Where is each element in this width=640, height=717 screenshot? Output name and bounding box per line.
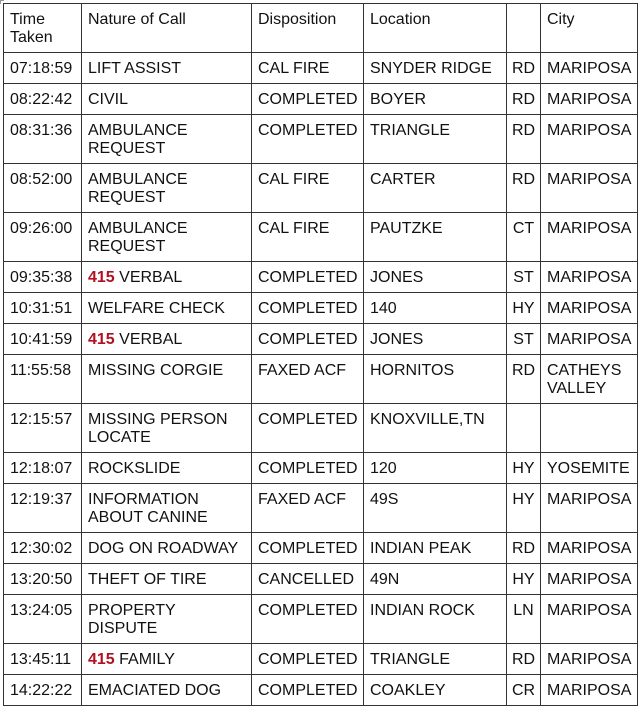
- header-location: Location: [364, 4, 507, 53]
- cell-disposition: COMPLETED: [252, 675, 364, 706]
- table-row: [4, 533, 638, 564]
- cell-nature-of-call: [82, 324, 252, 355]
- cell-city: CATHEYS VALLEY: [541, 355, 638, 404]
- table-row: [4, 324, 638, 355]
- header-location-suffix: [507, 4, 541, 53]
- cell-nature-of-call: [82, 355, 252, 404]
- cell-location-suffix: CR: [507, 675, 541, 706]
- cell-location-suffix: RD: [507, 115, 541, 164]
- cell-location-suffix: RD: [507, 533, 541, 564]
- cell-disposition: COMPLETED: [252, 84, 364, 115]
- nature-text: EMACIATED DOG: [88, 682, 222, 699]
- table-row: [4, 675, 638, 706]
- cell-time-taken: 07:18:59: [4, 53, 82, 84]
- cell-location: CARTER: [364, 164, 507, 213]
- cell-disposition: CAL FIRE: [252, 164, 364, 213]
- cell-city: MARIPOSA: [541, 293, 638, 324]
- nature-text: FAMILY: [114, 651, 175, 668]
- nature-text: THEFT OF TIRE: [88, 571, 207, 588]
- cell-location: 140: [364, 293, 507, 324]
- cell-city: MARIPOSA: [541, 595, 638, 644]
- cell-location-suffix: RD: [507, 355, 541, 404]
- cell-city: MARIPOSA: [541, 213, 638, 262]
- cell-disposition: COMPLETED: [252, 262, 364, 293]
- cell-location: 49S: [364, 484, 507, 533]
- cell-city: [541, 404, 638, 453]
- table-body: [4, 53, 638, 706]
- cell-city: MARIPOSA: [541, 164, 638, 213]
- cell-location: 49N: [364, 564, 507, 595]
- table-row: [4, 595, 638, 644]
- cell-time-taken: 13:45:11: [4, 644, 82, 675]
- cell-disposition: COMPLETED: [252, 533, 364, 564]
- cell-location: JONES: [364, 262, 507, 293]
- cell-location-suffix: RD: [507, 644, 541, 675]
- cell-location-suffix: [507, 404, 541, 453]
- cell-time-taken: 10:31:51: [4, 293, 82, 324]
- table-row: [4, 564, 638, 595]
- nature-text: INFORMATION ABOUT CANINE: [88, 491, 208, 526]
- cell-city: MARIPOSA: [541, 564, 638, 595]
- table-row: [4, 262, 638, 293]
- cell-time-taken: 09:35:38: [4, 262, 82, 293]
- call-code: 415: [88, 269, 115, 286]
- cell-disposition: FAXED ACF: [252, 355, 364, 404]
- cell-city: MARIPOSA: [541, 533, 638, 564]
- nature-text: AMBULANCE REQUEST: [88, 122, 193, 157]
- header-row: [4, 4, 638, 53]
- table-row: [4, 115, 638, 164]
- cell-location-suffix: ST: [507, 262, 541, 293]
- cell-time-taken: 13:24:05: [4, 595, 82, 644]
- cell-time-taken: 14:22:22: [4, 675, 82, 706]
- cell-time-taken: 12:18:07: [4, 453, 82, 484]
- nature-text: AMBULANCE REQUEST: [88, 220, 193, 255]
- cell-location: KNOXVILLE,TN: [364, 404, 507, 453]
- cell-disposition: COMPLETED: [252, 115, 364, 164]
- table-row: [4, 53, 638, 84]
- table-row: [4, 404, 638, 453]
- cell-location: 120: [364, 453, 507, 484]
- nature-text: PROPERTY DISPUTE: [88, 602, 180, 637]
- nature-text: CIVIL: [88, 91, 129, 108]
- cell-nature-of-call: [82, 262, 252, 293]
- cell-time-taken: 08:31:36: [4, 115, 82, 164]
- cell-location: INDIAN PEAK: [364, 533, 507, 564]
- cell-disposition: COMPLETED: [252, 324, 364, 355]
- nature-text: MISSING CORGIE: [88, 362, 224, 379]
- cell-disposition: CANCELLED: [252, 564, 364, 595]
- table-row: [4, 84, 638, 115]
- table-row: [4, 293, 638, 324]
- cell-city: YOSEMITE: [541, 453, 638, 484]
- nature-text: WELFARE CHECK: [88, 300, 225, 317]
- cell-location-suffix: RD: [507, 84, 541, 115]
- call-log-table: [3, 3, 638, 706]
- cell-location: COAKLEY: [364, 675, 507, 706]
- cell-city: MARIPOSA: [541, 644, 638, 675]
- cell-nature-of-call: [82, 453, 252, 484]
- nature-text: ROCKSLIDE: [88, 460, 181, 477]
- cell-disposition: COMPLETED: [252, 453, 364, 484]
- cell-nature-of-call: [82, 533, 252, 564]
- cell-disposition: COMPLETED: [252, 293, 364, 324]
- cell-location-suffix: RD: [507, 164, 541, 213]
- nature-text: DOG ON ROADWAY: [88, 540, 239, 557]
- cell-disposition: CAL FIRE: [252, 213, 364, 262]
- nature-text: VERBAL: [114, 331, 183, 348]
- header-city: City: [541, 4, 638, 53]
- cell-time-taken: 12:30:02: [4, 533, 82, 564]
- cell-nature-of-call: [82, 293, 252, 324]
- cell-location: TRIANGLE: [364, 644, 507, 675]
- cell-city: MARIPOSA: [541, 84, 638, 115]
- cell-location: HORNITOS: [364, 355, 507, 404]
- cell-location: TRIANGLE: [364, 115, 507, 164]
- cell-time-taken: 10:41:59: [4, 324, 82, 355]
- table-row: [4, 164, 638, 213]
- cell-nature-of-call: [82, 564, 252, 595]
- cell-nature-of-call: [82, 484, 252, 533]
- table-row: [4, 355, 638, 404]
- cell-nature-of-call: [82, 164, 252, 213]
- nature-text: MISSING PERSON LOCATE: [88, 411, 233, 446]
- cell-time-taken: 08:22:42: [4, 84, 82, 115]
- cell-time-taken: 12:15:57: [4, 404, 82, 453]
- cell-city: MARIPOSA: [541, 324, 638, 355]
- call-code: 415: [88, 331, 115, 348]
- nature-text: AMBULANCE REQUEST: [88, 171, 193, 206]
- cell-location: INDIAN ROCK: [364, 595, 507, 644]
- table-row: [4, 644, 638, 675]
- cell-location-suffix: HY: [507, 564, 541, 595]
- cell-location: BOYER: [364, 84, 507, 115]
- cell-location-suffix: ST: [507, 324, 541, 355]
- cell-location-suffix: LN: [507, 595, 541, 644]
- cell-disposition: CAL FIRE: [252, 53, 364, 84]
- cell-city: MARIPOSA: [541, 484, 638, 533]
- cell-location: PAUTZKE: [364, 213, 507, 262]
- cell-time-taken: 12:19:37: [4, 484, 82, 533]
- cell-time-taken: 09:26:00: [4, 213, 82, 262]
- cell-city: MARIPOSA: [541, 115, 638, 164]
- cell-nature-of-call: [82, 644, 252, 675]
- cell-time-taken: 08:52:00: [4, 164, 82, 213]
- table-row: [4, 213, 638, 262]
- cell-location-suffix: HY: [507, 453, 541, 484]
- cell-nature-of-call: [82, 675, 252, 706]
- cell-nature-of-call: [82, 115, 252, 164]
- cell-disposition: COMPLETED: [252, 595, 364, 644]
- cell-disposition: FAXED ACF: [252, 484, 364, 533]
- cell-nature-of-call: [82, 404, 252, 453]
- header-nature-of-call: Nature of Call: [82, 4, 252, 53]
- cell-city: MARIPOSA: [541, 262, 638, 293]
- cell-city: MARIPOSA: [541, 675, 638, 706]
- cell-nature-of-call: [82, 213, 252, 262]
- cell-time-taken: 13:20:50: [4, 564, 82, 595]
- cell-location: JONES: [364, 324, 507, 355]
- cell-disposition: COMPLETED: [252, 644, 364, 675]
- cell-location: SNYDER RIDGE: [364, 53, 507, 84]
- cell-city: MARIPOSA: [541, 53, 638, 84]
- nature-text: VERBAL: [114, 269, 183, 286]
- cell-nature-of-call: [82, 84, 252, 115]
- cell-location-suffix: CT: [507, 213, 541, 262]
- nature-text: LIFT ASSIST: [88, 60, 182, 77]
- header-time-taken: Time Taken: [4, 4, 82, 53]
- table-row: [4, 453, 638, 484]
- cell-location-suffix: RD: [507, 53, 541, 84]
- call-code: 415: [88, 651, 115, 668]
- cell-nature-of-call: [82, 595, 252, 644]
- cell-disposition: COMPLETED: [252, 404, 364, 453]
- header-disposition: Disposition: [252, 4, 364, 53]
- table-row: [4, 484, 638, 533]
- cell-location-suffix: HY: [507, 484, 541, 533]
- cell-location-suffix: HY: [507, 293, 541, 324]
- cell-nature-of-call: [82, 53, 252, 84]
- cell-time-taken: 11:55:58: [4, 355, 82, 404]
